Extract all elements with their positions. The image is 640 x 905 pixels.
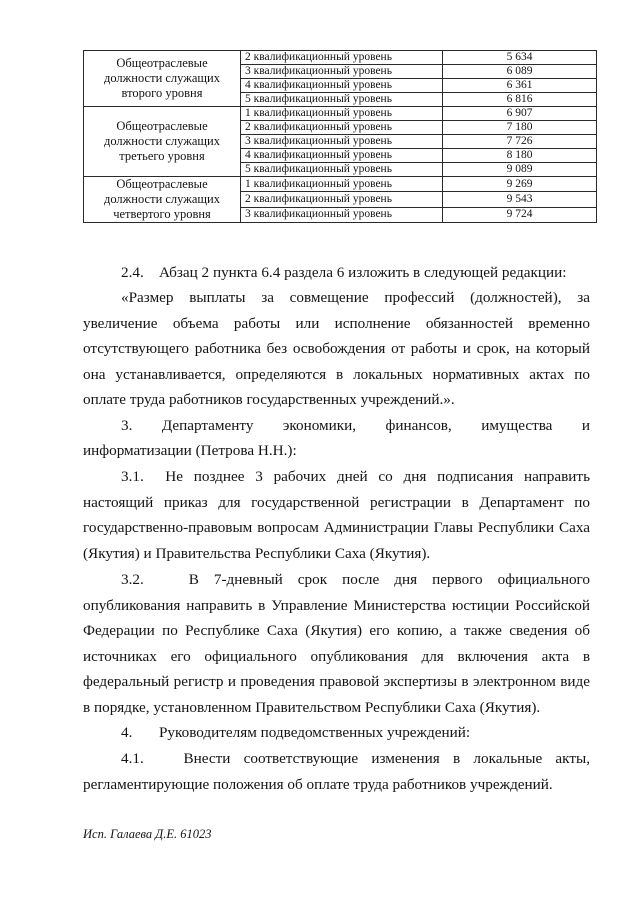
level-cell: 1 квалификационный уровень (241, 177, 443, 192)
group-name: Общеотраслевые должности служащих второго уровня (84, 51, 241, 107)
paragraph-3-line (83, 413, 590, 439)
value-cell: 6 361 (443, 79, 597, 93)
value-cell: 7 726 (443, 135, 597, 149)
level-cell: 4 квалификационный уровень (241, 79, 443, 93)
paragraph-3-tail: информатизации (Петрова Н.Н.): (83, 442, 297, 459)
level-cell: 4 квалификационный уровень (241, 149, 443, 163)
paragraph-quote: «Размер выплаты за совмещение профессий (должностей), за увеличение объема работы или исполнение обязанностей временно отсутствующего работника без освобождения от работы и срок, на который она устанавливается, определяются в локальных нормативных актах по оплате труда работников государственных учреждений.». (83, 289, 590, 409)
value-cell: 9 269 (443, 177, 597, 192)
s3-word: Департаменту (161, 417, 254, 434)
table-row (84, 51, 597, 65)
value-cell: 9 543 (443, 192, 597, 207)
paragraph-2-4: 2.4. Абзац 2 пункта 6.4 раздела 6 изложить в следующей редакции: (121, 264, 567, 281)
value-cell: 6 816 (443, 93, 597, 107)
value-cell: 6 907 (443, 107, 597, 121)
paragraph-3-1: 3.1. Не позднее 3 рабочих дней со дня подписания направить настоящий приказ для государственной регистрации в Департамент по государственно-правовым вопросам Администрации Главы Республики Саха (Якутия) и Правительства Республики Саха (Якутия). (83, 468, 590, 562)
value-cell: 5 634 (443, 51, 597, 65)
s3-word: имущества (481, 417, 553, 434)
s3-word: финансов, (385, 417, 452, 434)
value-cell: 9 724 (443, 207, 597, 222)
level-cell: 3 квалификационный уровень (241, 135, 443, 149)
executor-note: Исп. Галаева Д.Е. 61023 (83, 827, 212, 841)
level-cell: 3 квалификационный уровень (241, 65, 443, 79)
paragraph-4: 4. Руководителям подведомственных учреждений: (121, 724, 471, 741)
level-cell: 1 квалификационный уровень (241, 107, 443, 121)
value-cell: 8 180 (443, 149, 597, 163)
paragraph-3-2: 3.2. В 7-дневный срок после дня первого официального опубликования направить в Управление Министерства юстиции Российской Федерации по Республике Саха (Якутия) его копию, а также сведения об источниках его официального опубликования для включения акта в федеральный регистр и проведения правовой экспертизы в электронном виде в порядке, установленном Правительством Республики Саха (Якутия). (83, 571, 590, 716)
level-cell: 2 квалификационный уровень (241, 51, 443, 65)
salary-table (83, 50, 597, 223)
value-cell: 6 089 (443, 65, 597, 79)
table-row (84, 177, 597, 192)
group-name: Общеотраслевые должности служащих четвертого уровня (84, 177, 241, 223)
table-row (84, 107, 597, 121)
s3-word: 3. (121, 417, 133, 434)
value-cell: 9 089 (443, 163, 597, 177)
level-cell: 2 квалификационный уровень (241, 121, 443, 135)
level-cell: 5 квалификационный уровень (241, 93, 443, 107)
level-cell: 3 квалификационный уровень (241, 207, 443, 222)
level-cell: 5 квалификационный уровень (241, 163, 443, 177)
s3-word: экономики, (282, 417, 357, 434)
s3-word: и (581, 417, 590, 434)
group-name: Общеотраслевые должности служащих третьего уровня (84, 107, 241, 177)
value-cell: 7 180 (443, 121, 597, 135)
level-cell: 2 квалификационный уровень (241, 192, 443, 207)
paragraph-4-1: 4.1. Внести соответствующие изменения в локальные акты, регламентирующие положения об оплате труда работников учреждений. (83, 750, 590, 793)
